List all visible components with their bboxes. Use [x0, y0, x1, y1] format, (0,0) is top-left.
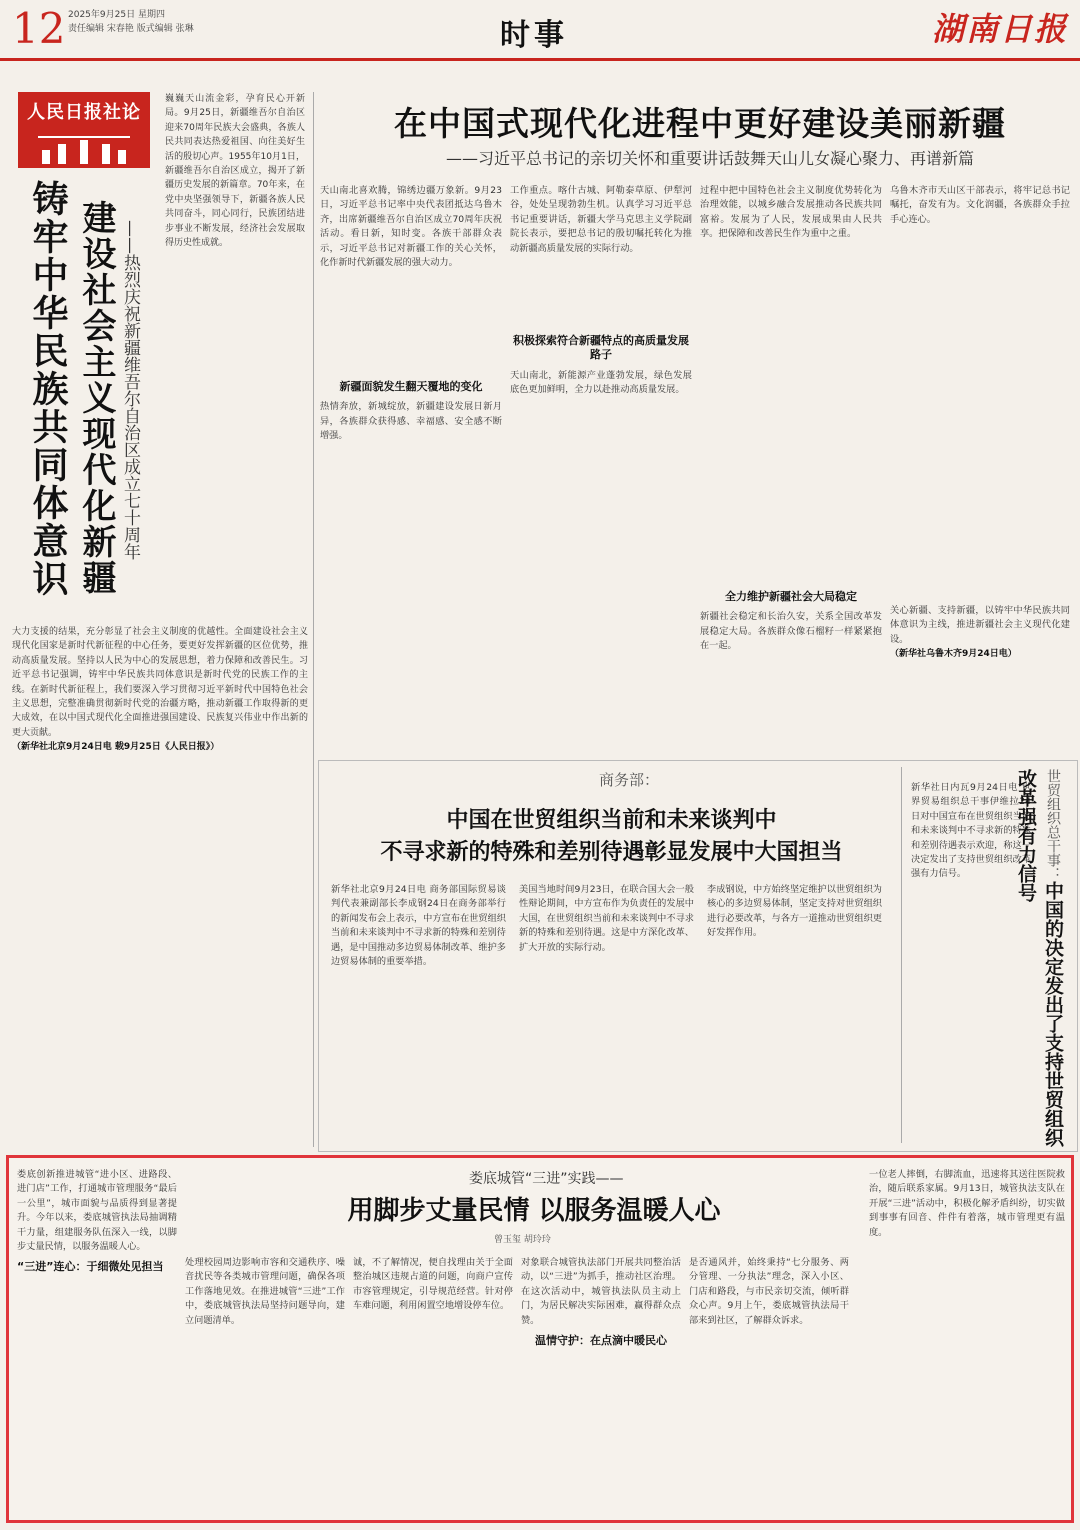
- lead-col-4b: [890, 604, 1070, 744]
- lead-col-3: 过程中把中国特色社会主义制度优势转化为治理效能，以城乡融合发展推动各民族共同富裕。发展为了人民，发展成果由人民共享。把保障和改善民生作为重中之重。: [700, 185, 882, 240]
- trade-col-2: 美国当地时间9月23日，在联合国大会一般性辩论期间，中方宣布作为负责任的发展中大国，在世贸组织当前和未来谈判中不寻求新的特殊和差别待遇。这是中方深化改革、扩大开放的实际行动。: [519, 884, 694, 953]
- lead-col-2: 工作重点。喀什古城、阿勒泰草原、伊犁河谷，处处呈现勃勃生机。认真学习习近平总书记重要讲话，新疆大学马克思主义学院副院长表示，要把总书记的殷切嘱托转化为推动新疆高质量发展的实际行动。: [510, 185, 692, 254]
- issue-date: 2025年9月25日 星期四: [68, 10, 165, 20]
- box-divider: [901, 767, 902, 1143]
- lead-subhead-1: 新疆面貌发生翻天覆地的变化: [339, 380, 483, 393]
- trade-title-line1: 中国在世贸组织当前和未来谈判中: [446, 808, 777, 833]
- local-article: [6, 1155, 1074, 1523]
- local-article-byline: 曾玉玺 胡玲玲: [494, 1235, 551, 1245]
- lead-col-1: 天山南北喜欢腾，锦绣边疆万象新。9月23日，习近平总书记率中央代表团抵达乌鲁木齐，出席新疆维吾尔自治区成立70周年庆祝活动。看日新，知时变。各族干部群众表示，习近平总书记对新疆工作的关心关怀，化作新时代新疆发展的强大动力。: [320, 185, 502, 269]
- local-subhead-2: 温情守护：在点滴中暖民心: [535, 1334, 667, 1348]
- lead-col-2b-text: 天山南北，新能源产业蓬勃发展，绿色发展底色更加鲜明，全力以赴推动高质量发展。: [510, 369, 692, 396]
- trade-sidebar-text: 新华社日内瓦9月24日电 世界贸易组织总干事伊维拉24日对中国宣布在世贸组织当前和未来谈判中不寻求新的特殊和差别待遇表示欢迎，称这一决定发出了支持世贸组织改革强有力信号。: [911, 782, 1031, 880]
- local-article-title: 用脚步丈量民情 以服务温暖人心: [347, 1196, 721, 1226]
- trade-sidebar-kicker: 世贸组织总干事：: [1045, 769, 1061, 881]
- editorial-badge: [18, 92, 150, 168]
- editorial-credit: （新华社北京9月24日电 载9月25日《人民日报》）: [12, 742, 220, 753]
- lead-article-subtitle: ——习近平总书记的亲切关怀和重要讲话鼓舞天山儿女凝心聚力、再谱新篇: [445, 149, 974, 168]
- local-col-3: 诚，不了解情况，便自找理由关于全面整治城区违规占道的问题，向商户宣传市容管理规定，引导规范经营。针对停车难问题，利用闲置空地增设停车位。: [353, 1257, 513, 1312]
- tiananmen-icon: [38, 136, 130, 164]
- lead-subhead-2: 积极探索符合新疆特点的高质量发展路子: [513, 334, 689, 362]
- column-divider: [313, 92, 314, 1147]
- trade-col-1: 新华社北京9月24日电 商务部国际贸易谈判代表兼副部长李成钢24日在商务部举行的新闻发布会上表示，中方宣布在世贸组织当前和未来谈判中不寻求新的特殊和差别待遇，是中国推动多边贸易体制改革、维护多边贸易体制的重要举措。: [331, 884, 506, 968]
- local-col-1: [17, 1168, 177, 1518]
- lead-col-3b-text: 新疆社会稳定和长治久安，关系全国改革发展稳定大局。各族群众像石榴籽一样紧紧抱在一起。: [700, 611, 882, 652]
- editorial-title-line2: 建设社会主义现代化新疆: [76, 200, 116, 596]
- lead-credit: （新华社乌鲁木齐9月24日电）: [890, 649, 1017, 660]
- trade-sidebar-title: [1015, 769, 1067, 1149]
- local-article-kicker: 娄底城管“三进”实践——: [469, 1171, 624, 1187]
- trade-article-box: [318, 760, 1078, 1152]
- local-col-6: 一位老人摔倒，右脚流血，迅速将其送往医院救治，随后联系家属。9月13日，城管执法支队在开展“三进”活动中，积极化解矛盾纠纷，切实做到事事有回音、件件有着落，城市管理更有温度。: [869, 1169, 1065, 1238]
- newspaper-logo: 湖南日报: [931, 10, 1068, 48]
- local-col-4-text: 对象联合城管执法部门开展共同整治活动，以“三进”为抓手，推动社区治理。在这次活动中，城管执法队员主动上门，为居民解决实际困难，赢得群众点赞。: [521, 1257, 681, 1326]
- section-title: 时事: [500, 18, 568, 53]
- trade-article-kicker: 商务部：: [599, 771, 660, 789]
- local-col-1-text: 娄底创新推进城管“进小区、进路段、进门店”工作，打通城市管理服务“最后一公里”，城市面貌与品质得到显著提升。今年以来，娄底城管执法局抽调精干力量，组建服务队伍深入一线，以脚步丈量民情，以服务温暖人心。: [17, 1169, 177, 1253]
- trade-sidebar-headline: 中国的决定发出了支持世贸组织改革强有力信号: [1015, 769, 1064, 1147]
- page-number: 12: [12, 4, 66, 53]
- lead-subhead-3: 全力维护新疆社会大局稳定: [725, 590, 857, 603]
- masthead-rule: [0, 58, 1080, 61]
- lead-col-1b: [320, 374, 502, 744]
- editorial-top-text: 巍巍天山流金彩，孕育民心开新局。9月25日，新疆维吾尔自治区迎来70周年民族大会盛典，各族人民共同表达热爱祖国、向往美好生活的殷切心声。1955年10月1日，新疆维吾尔自治区成立，揭开了新疆历史发展的新篇章。70年来，在党中央坚强领导下，新疆各族人民共同奋斗，同心同行，民族团结进步事业不断发展，经济社会发展取得历史性成就。: [165, 94, 305, 249]
- trade-col-3: 李成钢说，中方始终坚定维护以世贸组织为核心的多边贸易体制，坚定支持对世贸组织进行必要改革，与各方一道推动世贸组织更好发挥作用。: [707, 884, 882, 939]
- editorial-body-text: [12, 625, 308, 1140]
- lead-col-4b-text: 关心新疆、支持新疆，以铸牢中华民族共同体意识为主线，推进新疆社会主义现代化建设。: [890, 605, 1070, 645]
- trade-article-title: [329, 805, 894, 869]
- editorial-title-line1: 铸牢中华民族共同体意识: [27, 180, 68, 598]
- local-subhead-1: “三进”连心：于细微处见担当: [17, 1260, 164, 1274]
- lead-col-4: 乌鲁木齐市天山区干部表示，将牢记总书记嘱托，奋发有为。文化润疆，各族群众手拉手心连心。: [890, 185, 1070, 225]
- editorial-badge-label: 人民日报社论: [27, 102, 141, 123]
- lead-article-title: 在中国式现代化进程中更好建设美丽新疆: [394, 104, 1006, 143]
- editorial-body-paragraph: 大力支援的结果，充分彰显了社会主义制度的优越性。全面建设社会主义现代化国家是新时代新征程的中心任务，要更好发挥新疆的区位优势，推动高质量发展。坚持以人民为中心的发展思想，着力保障和改善民生。习近平总书记强调，铸牢中华民族共同体意识是新时代党的民族工作的主线。在新时代新征程上，我们要深入学习贯彻习近平新时代中国特色社会主义思想，完整准确贯彻新时代党的治疆方略，推动新疆工作取得新的更大成效，在以中国式现代化全面推进强国建设、民族复兴伟业中作出新的更大贡献。: [12, 627, 308, 738]
- lead-col-2b: [510, 328, 692, 744]
- editors-line: 责任编辑 宋春艳 版式编辑 张琳: [68, 24, 194, 34]
- masthead: [0, 0, 1080, 60]
- local-col-5: 是否通风并，始终秉持“七分服务、两分管理、一分执法”理念，深入小区、门店和路段，与市民亲切交流，倾听群众心声。9月上午，娄底城管执法局干部来到社区，了解群众诉求。: [689, 1257, 849, 1326]
- masthead-meta: [68, 8, 298, 36]
- lead-col-1b-text: 热情奔放，新城绽放，新疆建设发展日新月异，各族群众获得感、幸福感、安全感不断增强。: [320, 401, 502, 442]
- local-col-4: [521, 1256, 681, 1518]
- local-col-2: 处理校园周边影响市容和交通秩序、噪音扰民等各类城市管理问题，确保各项工作落地见效。在推进城管“三进”工作中，娄底城管执法局坚持问题导向，建立问题清单。: [185, 1257, 345, 1326]
- lead-col-3b: [700, 584, 882, 744]
- trade-title-line2: 不寻求新的特殊和差别待遇彰显发展中大国担当: [380, 840, 843, 865]
- editorial-subtitle: ——热烈庆祝新疆维吾尔自治区成立七十周年: [120, 220, 140, 560]
